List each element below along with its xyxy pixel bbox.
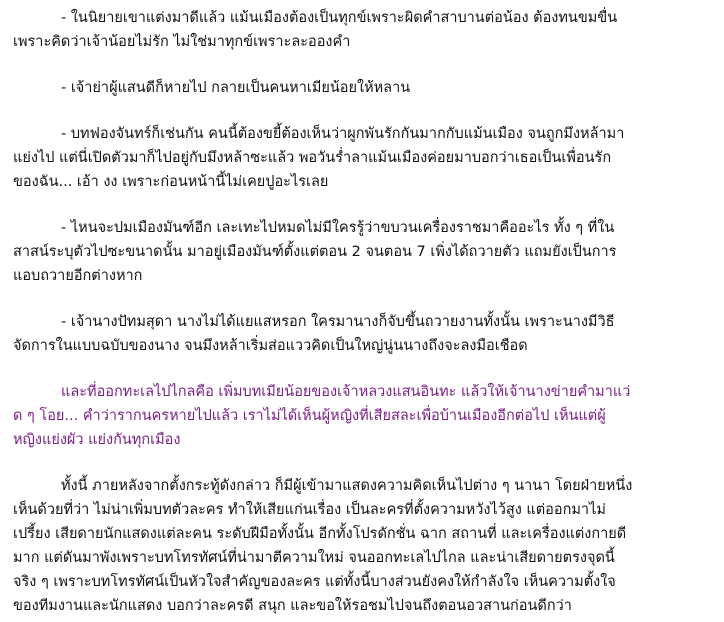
text-line: สาสน์ระบุตัวไปซะขนาดนั้น มาอยู่เมืองมันฑ์ตั้งแต่ตอน 2 จนตอน 7 เพิ่งได้ถวายตัว แถมยังเป็นการ bbox=[13, 244, 617, 260]
text-line: - เจ้าย่าผู้แสนดีก็หายไป กลายเป็นคนหาเมียน้อยให้หลาน bbox=[61, 80, 411, 96]
text-line: หญิงแย่งผัว แย่งกันทุกเมือง bbox=[13, 432, 181, 448]
text-line: ของฉัน... เอ้า งง เพราะก่อนหน้านี้ไม่เคยปูอะไรเลย bbox=[13, 174, 329, 190]
text-line: ด ๆ โอย... คำว่ารากนครหายไปแล้ว เราไม่ได้เห็นผู้หญิงที่เสียสละเพื่อบ้านเมืองอีกต่อไป เห็นแต่ผู้ bbox=[13, 408, 606, 424]
text-line: เห็นด้วยที่ว่า ไม่น่าเพิ่มบทตัวละคร ทำให้เสียแก่นเรื่อง เป็นละครที่ตั้งความหวังไว้สูง แต่ออกมาไม่ bbox=[13, 502, 606, 518]
text-line: จัดการในแบบฉบับของนาง จนมึงหล้าเริ่มส่อแววคิดเป็นใหญ่นู่นนางถึงจะลงมือเชือด bbox=[13, 338, 528, 354]
paragraph-highlighted-quote bbox=[13, 380, 713, 452]
paragraph-public-reaction bbox=[13, 474, 713, 618]
paragraph-fongjan bbox=[13, 122, 713, 194]
text-line: - เจ้านางปัทมสุดา นางไม่ได้แยแสหรอก ใครมานางก็จับขึ้นถวายงานทั้งนั้น เพราะนางมีวิธี bbox=[61, 314, 615, 330]
paragraph-novel-comparison bbox=[13, 6, 713, 54]
text-line: ของทีมงานและนักแสดง บอกว่าละครดี สนุก และขอให้รอชมไปจนถึงตอนอวสานก่อนดีกว่า bbox=[13, 598, 572, 614]
paragraph-grandmother bbox=[13, 76, 713, 100]
text-line: - บทฟองจันทร์ก็เช่นกัน คนนี้ต้องขยี้ต้องเห็นว่าผูกพันรักกันมากกับแม้นเมือง จนถูกมึงหล้ามา bbox=[61, 126, 625, 142]
paragraph-mueang-man bbox=[13, 216, 713, 288]
text-line: จริง ๆ เพราะบทโทรทัศน์เป็นหัวใจสำคัญของละคร แต่ทั้งนี้บางส่วนยังคงให้กำลังใจ เห็นความตั้งใจ bbox=[13, 574, 616, 590]
text-line: เปรี้ยง เสียดายนักแสดงแต่ละคน ระดับฝีมือทั้งนั้น อีกทั้งโปรดักชั่น ฉาก สถานที่ และเครื่องแต่งกายดี bbox=[13, 526, 627, 542]
text-line: ทั้งนี้ ภายหลังจากตั้งกระทู้ดังกล่าว ก็มีผู้เข้ามาแสดงความคิดเห็นไปต่าง ๆ นานา โดยฝ่ายหนึ่ง bbox=[61, 478, 633, 494]
text-line: แอบถวายอีกต่างหาก bbox=[13, 268, 143, 284]
text-line: - ในนิยายเขาแต่งมาดีแล้ว แม้นเมืองต้องเป็นทุกข์เพราะผิดคำสาบานต่อน้อง ต้องทนขมขื่น bbox=[61, 10, 618, 26]
text-line: แย่งไป แต่นี่เปิดตัวมาก็ไปอยู่กับมึงหล้าซะแล้ว พอวันร่ำลาแม้นเมืองค่อยมาบอกว่าเธอเป็นเพื่อนรัก bbox=[13, 150, 612, 166]
text-line: เพราะคิดว่าเจ้าน้อยไม่รัก ไม่ใช่มาทุกข์เพราะละอองคำ bbox=[13, 34, 351, 50]
paragraph-pattamasuda bbox=[13, 310, 713, 358]
text-line: และที่ออกทะเลไปไกลคือ เพิ่มบทเมียน้อยของเจ้าหลวงแสนอินทะ แล้วให้เจ้านางข่ายคำมาแว่ bbox=[61, 384, 631, 400]
text-line: - ไหนจะปมเมืองมันฑ์อีก เละเทะไปหมดไม่มีใครรู้ว่าขบวนเครื่องราชมาคืออะไร ทั้ง ๆ ที่ใน bbox=[61, 220, 615, 236]
text-line: มาก แต่ดันมาพังเพราะบทโทรทัศน์ที่น่ามาตีความใหม่ จนออกทะเลไปไกล และน่าเสียดายตรงจุดนี้ bbox=[13, 550, 615, 566]
article-body bbox=[13, 6, 713, 618]
